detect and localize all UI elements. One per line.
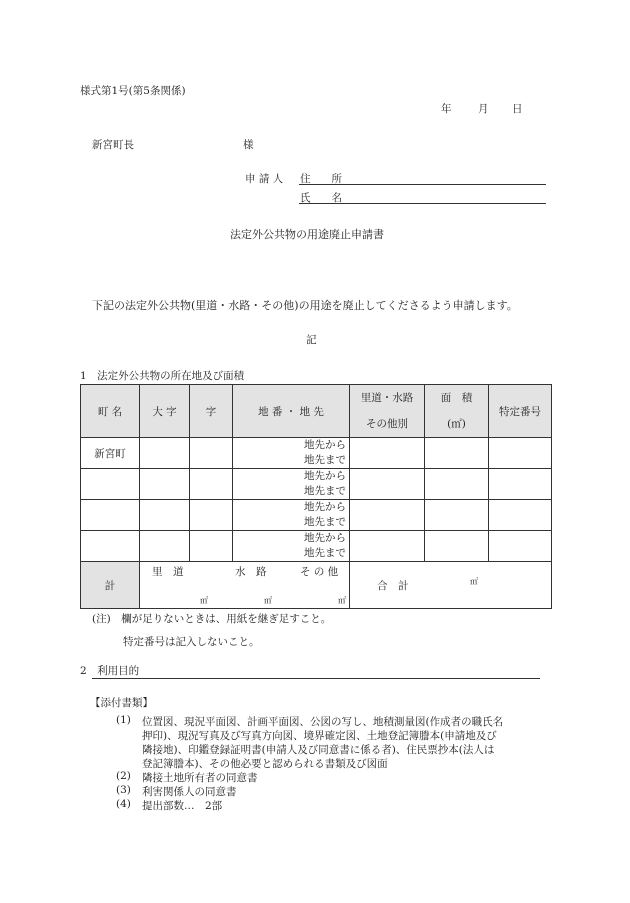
row-chiban[interactable] [233, 500, 350, 531]
row-area[interactable] [425, 531, 489, 562]
section2-heading: 2 利用目的 [80, 665, 140, 677]
row-code [489, 438, 552, 469]
header-type-line1: 里道・水路 [360, 392, 414, 404]
purpose-field[interactable] [92, 678, 540, 679]
row-oaza[interactable] [140, 469, 190, 500]
date-day: 日 [512, 103, 523, 115]
table-row [81, 469, 552, 500]
document-title: 法定外公共物の用途廃止申請書 [230, 228, 384, 241]
header-code: 特定番号 [489, 385, 552, 438]
attachment-line: 隣接地)、印鑑登録証明書(申請人及び同意書に係る者)、住民票抄本(法人は [142, 744, 495, 756]
header-chiban: 地 番 ・ 地 先 [233, 385, 350, 438]
total-breakdown-inner [140, 562, 349, 608]
name-field[interactable] [299, 203, 546, 204]
attachment-line: 登記簿謄本)、その他必要と認められる書類及び図面 [142, 758, 388, 770]
chiban-to: 地先まで [304, 454, 346, 466]
total-sum[interactable] [350, 562, 552, 609]
row-town[interactable] [81, 500, 140, 531]
date-month: 月 [478, 103, 489, 115]
table-row [81, 531, 552, 562]
header-area-line1: 面 積 [440, 392, 473, 404]
goukei-label: 合 計 [377, 580, 409, 592]
row-type[interactable] [350, 531, 425, 562]
row-aza[interactable] [190, 531, 233, 562]
form-number: 様式第1号(第5条関係) [80, 85, 186, 97]
chiban-from: 地先から [304, 470, 346, 482]
row-oaza[interactable] [140, 531, 190, 562]
chiban-from: 地先から [304, 532, 346, 544]
attachment-line: 提出部数… 2部 [142, 800, 223, 812]
table-row [81, 500, 552, 531]
header-area-line2: (㎡) [447, 418, 466, 430]
attachment-line: 押印)、現況写真及び写真方向図、境界確定図、土地登記簿謄本(申請地及び [142, 730, 497, 742]
note-1: (注) 欄が足りないときは、用紙を継ぎ足すこと。 [92, 613, 332, 625]
applicant-label: 申 請 人 [245, 173, 284, 185]
total-breakdown[interactable] [140, 562, 350, 609]
attachment-line: 利害関係人の同意書 [142, 786, 237, 798]
row-type[interactable] [350, 438, 425, 469]
attachments-heading: 【添付書類】 [90, 697, 153, 709]
header-type [350, 385, 425, 438]
header-area [425, 385, 489, 438]
address-label: 住 所 [300, 173, 342, 185]
row-type[interactable] [350, 469, 425, 500]
header-aza: 字 [190, 385, 233, 438]
row-area[interactable] [425, 469, 489, 500]
addressee-name: 新宮町長 [92, 139, 134, 151]
chiban-from: 地先から [304, 439, 346, 451]
table-row [81, 438, 552, 469]
total-row [81, 562, 552, 609]
row-chiban[interactable] [233, 469, 350, 500]
row-type[interactable] [350, 500, 425, 531]
intro-text: 下記の法定外公共物(里道・水路・その他)の用途を廃止してくださるよう申請します。 [92, 299, 518, 312]
chiban-to: 地先まで [304, 485, 346, 497]
chiban-from: 地先から [304, 501, 346, 513]
row-aza[interactable] [190, 469, 233, 500]
row-town[interactable] [81, 531, 140, 562]
attachment-num: (1) [116, 714, 131, 726]
row-area[interactable] [425, 438, 489, 469]
row-town[interactable] [81, 469, 140, 500]
total-sonota-unit: ㎡ [338, 596, 346, 605]
total-sum-inner [350, 562, 551, 608]
header-oaza: 大 字 [140, 385, 190, 438]
attachment-num: (4) [116, 798, 131, 810]
total-satomichi: 里 道 [152, 566, 184, 578]
attachment-num: (3) [116, 784, 131, 796]
address-field[interactable] [299, 184, 546, 185]
date-year: 年 [441, 103, 452, 115]
total-sonota: そ の 他 [300, 566, 339, 578]
attachment-line: 位置図、現況平面図、計画平面図、公図の写し、地積測量図(作成者の職氏名 [142, 716, 504, 728]
header-town: 町 名 [81, 385, 140, 438]
row-code [489, 500, 552, 531]
row-area[interactable] [425, 500, 489, 531]
chiban-to: 地先まで [304, 547, 346, 559]
ki-text: 記 [306, 334, 317, 346]
total-label: 計 [81, 562, 140, 609]
name-label: 氏 名 [300, 192, 342, 204]
row-code [489, 469, 552, 500]
row-aza[interactable] [190, 438, 233, 469]
attachment-num: (2) [116, 770, 131, 782]
row-oaza[interactable] [140, 500, 190, 531]
row-chiban[interactable] [233, 531, 350, 562]
header-type-line2: その他別 [366, 418, 408, 430]
goukei-unit: ㎡ [470, 577, 478, 586]
location-area-table [80, 384, 552, 609]
row-oaza[interactable] [140, 438, 190, 469]
row-town[interactable]: 新宮町 [81, 438, 140, 469]
row-chiban[interactable] [233, 438, 350, 469]
attachment-line: 隣接土地所有者の同意書 [142, 772, 258, 784]
row-code [489, 531, 552, 562]
row-aza[interactable] [190, 500, 233, 531]
addressee-honorific: 様 [243, 139, 254, 151]
total-suiro-unit: ㎡ [264, 596, 272, 605]
section1-heading: 1 法定外公共物の所在地及び面積 [80, 370, 245, 382]
table-header-row [81, 385, 552, 438]
total-satomichi-unit: ㎡ [200, 596, 208, 605]
note-2: 特定番号は記入しないこと。 [123, 636, 260, 648]
total-suiro: 水 路 [235, 566, 267, 578]
chiban-to: 地先まで [304, 516, 346, 528]
